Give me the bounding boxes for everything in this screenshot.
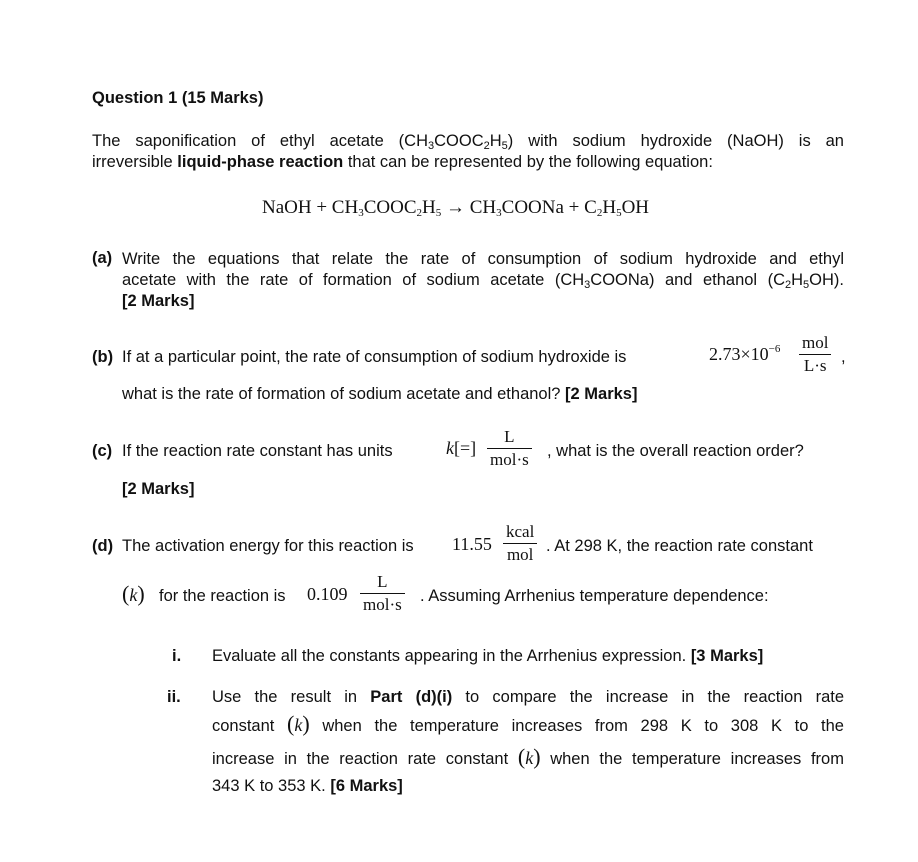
k-symbol: k <box>525 748 534 768</box>
part-b-line-2: what is the rate of formation of sodium acetate and ethanol? [2 Marks] <box>122 385 638 403</box>
part-c-label: (c) <box>92 442 113 460</box>
part-b-rate-value: $2.73\times 10^{-6}$ <box>709 343 781 364</box>
part-d-line-2-end: . Assuming Arrhenius temperature dependence: <box>420 587 769 605</box>
part-a-line-1: Write the equations that relate the rate of consumption of sodium hydroxide and ethyl <box>122 250 844 268</box>
part-c-k-symbol: k[=] <box>446 438 477 458</box>
part-a-line-2: acetate with the rate of formation of sodium acetate $(CH_3COONa)$ and ethanol $(C_2H_5OH)$. <box>122 271 844 291</box>
item-ii-line-4: 343 K to 353 K. [6 Marks] <box>212 777 403 795</box>
part-c-line-1: If the reaction rate constant has units <box>122 442 393 460</box>
part-b-line-1: If at a particular point, the rate of consumption of sodium hydroxide is <box>122 348 627 366</box>
part-c-unit-fraction: L mol·s <box>487 428 532 469</box>
arrow-icon: → <box>441 197 470 218</box>
part-d-label: (d) <box>92 537 114 555</box>
item-ii-numeral: ii. <box>167 688 181 706</box>
item-ii-line-1: Use the result in Part (d)(i) to compare the increase in the reaction rate <box>212 688 845 706</box>
reaction-equation: NaOH + $CH_3COOC_2H_5$ → $CH_3COONa + C_2H_5OH$ <box>262 197 650 219</box>
item-i-text: Evaluate all the constants appearing in the Arrhenius expression. [3 Marks] <box>212 647 764 665</box>
part-b-unit-fraction: mol L·s <box>799 334 831 375</box>
part-d-k-value: 0.109 <box>307 584 348 604</box>
intro-line-2: irreversible liquid-phase reaction that can be represented by the following equation: <box>92 153 713 171</box>
part-d-activation-energy: 11.55 <box>452 534 492 554</box>
question-title: Question 1 (15 Marks) <box>92 89 264 107</box>
part-d-k-unit-fraction: L mol·s <box>360 573 405 614</box>
item-ii-line-3: increase in the reaction rate constant (k) when the temperature increases from <box>212 744 844 769</box>
part-d-k-symbol: (k) <box>122 581 145 606</box>
part-d-line-1: The activation energy for this reaction is <box>122 537 414 555</box>
k-symbol: k <box>294 715 303 735</box>
part-b-label: (b) <box>92 348 114 366</box>
item-ii-line-2: constant (k) when the temperature increases from 298 K to 308 K to the <box>212 711 844 736</box>
part-c-line-1-end: , what is the overall reaction order? <box>547 442 804 460</box>
part-d-ea-unit-fraction: kcal mol <box>503 523 537 564</box>
part-c-marks: [2 Marks] <box>122 480 195 498</box>
part-d-line-1-end: . At 298 K, the reaction rate constant <box>546 537 813 555</box>
part-a-label: (a) <box>92 249 113 267</box>
item-i-numeral: i. <box>172 647 182 665</box>
part-d-line-2: for the reaction is <box>159 587 286 605</box>
part-b-comma: , <box>841 348 846 366</box>
part-a-marks: [2 Marks] <box>122 292 195 310</box>
intro-line-1: The saponification of ethyl acetate $(CH_3COOC_2H_5)$ with sodium hydroxide (NaOH) is an <box>92 132 844 152</box>
